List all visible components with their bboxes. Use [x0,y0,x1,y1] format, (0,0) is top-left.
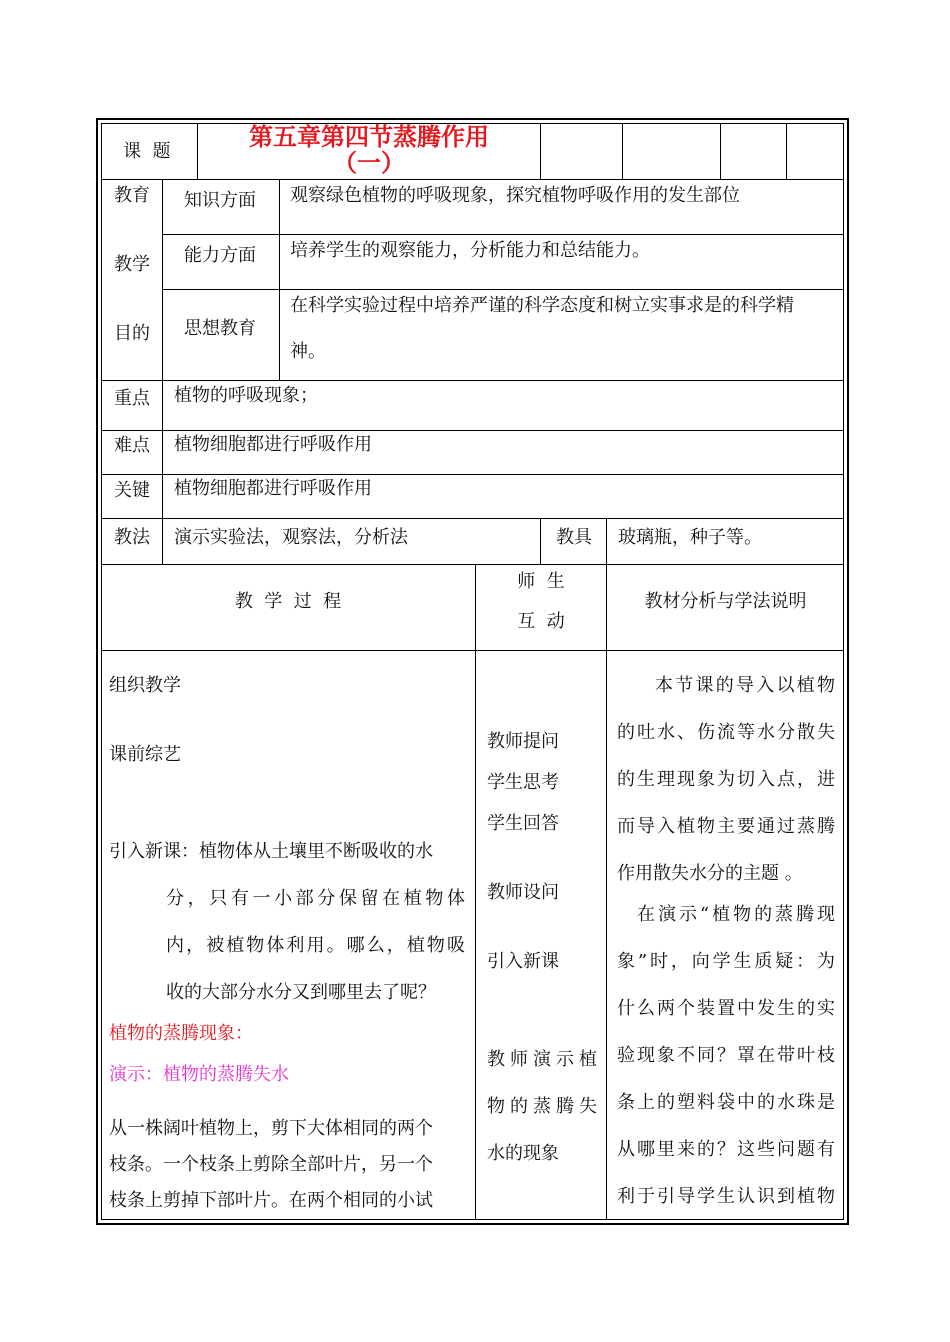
rule [101,518,844,519]
interaction-demo-line-2: 物的蒸腾失 [487,1096,597,1117]
key-point-label: 重点 [114,388,150,409]
analysis-line-11: 从哪里来的？这些问题有 [617,1139,835,1160]
process-col-header: 教 学 过 程 [234,591,342,612]
analysis-line-8: 什么两个装置中发生的实 [617,998,835,1019]
objective-side-label-1: 教育 [114,185,150,206]
interaction-col-header-line2: 互 动 [517,611,565,632]
rule [540,518,541,564]
analysis-line-7: 象”时，向学生质疑：为 [617,951,835,972]
interaction-intro-new: 引入新课 [487,951,559,972]
analysis-line-4: 而导入植物主要通过蒸腾 [617,816,835,837]
rule [101,564,844,565]
rule [786,123,787,179]
key-factor-value: 植物细胞都进行呼吸作用 [174,478,372,499]
intro-line-3: 内，被植物体利用。哪么，植物吸 [166,935,465,956]
lesson-title [198,124,540,176]
ideology-value-line1: 在科学实验过程中培养严谨的科学态度和树立实事求是的科学精 [290,295,794,316]
rule [101,474,844,475]
knowledge-value: 观察绿色植物的呼吸现象，探究植物呼吸作用的发生部位 [290,185,740,206]
analysis-line-6: 在演示“植物的蒸腾现 [637,904,835,925]
rule [720,123,721,179]
intro-line-2: 分，只有一小部分保留在植物体 [166,888,465,909]
method-value: 演示实验法，观察法，分析法 [174,527,408,548]
subject-label: 课 题 [123,141,171,162]
interaction-col-header-line1: 师 生 [517,571,565,592]
rule [162,179,163,564]
pre-class-activity: 课前综艺 [109,744,181,765]
ideology-value-line2: 神。 [290,341,326,362]
analysis-line-9: 验现象不同？罩在带叶枝 [617,1045,835,1066]
difficulty-value: 植物细胞都进行呼吸作用 [174,434,372,455]
intro-line-4: 收的大部分水分又到哪里去了呢？ [166,982,436,1003]
rule [101,430,844,431]
transpiration-heading: 植物的蒸腾现象： [109,1023,253,1044]
lesson-title-line1: 第五章第四节蒸腾作用 [249,123,489,151]
analysis-line-3: 的生理现象为切入点，进 [617,769,835,790]
lesson-title-line2: （一） [333,149,405,177]
demo-para-line-2: 枝条。一个枝条上剪除全部叶片，另一个 [109,1154,433,1175]
rule [101,380,844,381]
rule [622,123,623,179]
knowledge-label: 知识方面 [184,190,256,211]
interaction-line-3: 学生回答 [487,813,559,834]
tools-label: 教具 [556,527,592,548]
tools-value: 玻璃瓶，种子等。 [618,527,762,548]
difficulty-label: 难点 [114,435,150,456]
key-factor-label: 关键 [114,480,150,501]
rule [606,518,607,564]
rule [540,123,541,179]
method-label: 教法 [114,527,150,548]
rule [162,289,844,290]
interaction-line-2: 学生思考 [487,772,559,793]
rule [101,650,844,651]
rule [279,234,844,235]
ability-label: 能力方面 [184,245,256,266]
ability-value: 培养学生的观察能力，分析能力和总结能力。 [290,240,650,261]
rule [101,179,844,180]
interaction-demo-line-3: 水的现象 [487,1143,559,1164]
organize-teaching: 组织教学 [109,675,181,696]
demo-para-line-3: 枝条上剪掉下部叶片。在两个相同的小试 [109,1190,433,1211]
analysis-line-10: 条上的塑料袋中的水珠是 [617,1092,835,1113]
interaction-line-1: 教师提问 [487,731,559,752]
analysis-col-header: 教材分析与学法说明 [644,591,807,612]
interaction-set-question: 教师设问 [487,882,559,903]
demo-para-line-1: 从一株阔叶植物上，剪下大体相同的两个 [109,1118,433,1139]
demo-heading: 演示：植物的蒸腾失水 [109,1064,289,1085]
interaction-demo-line-1: 教师演示植 [487,1049,597,1070]
intro-line-1: 引入新课：植物体从土壤里不断吸收的水 [109,841,433,862]
objective-side-label-2: 教学 [114,254,150,275]
analysis-line-12: 利于引导学生认识到植物 [617,1186,835,1207]
rule [475,564,476,1220]
rule [162,234,279,235]
objective-side-label-3: 目的 [114,323,150,344]
key-point-value: 植物的呼吸现象； [174,385,318,406]
rule [606,564,607,1220]
analysis-line-5: 作用散失水分的主题 。 [617,863,803,884]
rule [279,179,280,380]
analysis-line-1: 本节课的导入以植物 [655,675,835,696]
ideology-label: 思想教育 [184,318,256,339]
analysis-line-2: 的吐水、伤流等水分散失 [617,722,835,743]
